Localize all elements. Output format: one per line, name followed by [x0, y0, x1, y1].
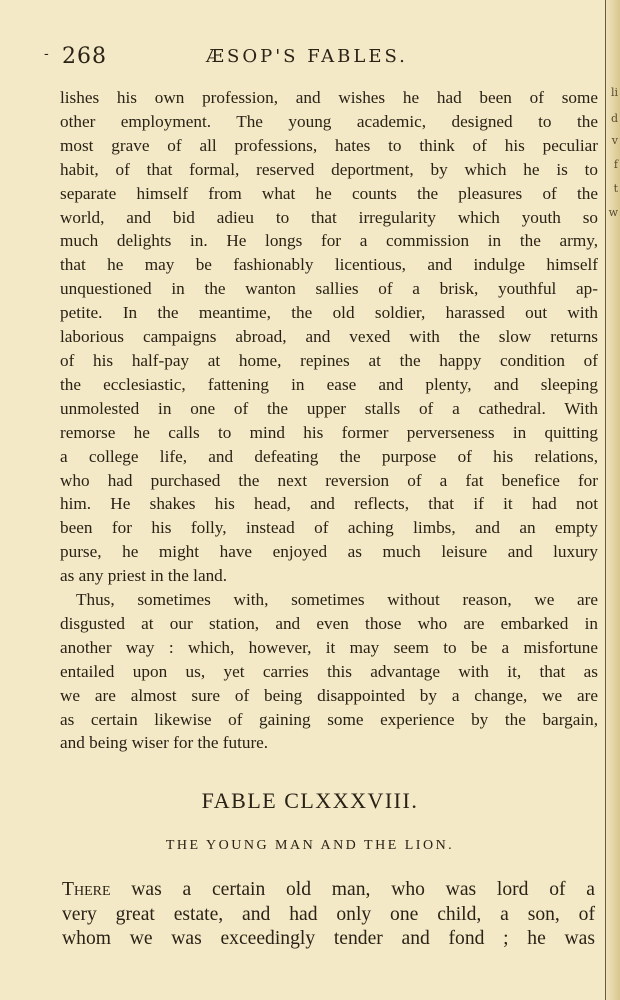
edge-mark: li	[610, 86, 618, 99]
text-line: habit, of that formal, reserved deportment, by which he is to	[60, 159, 598, 179]
text-line: separate himself from what he counts the pleasures of the	[60, 183, 598, 203]
text-line: world, and bid adieu to that irregularity which youth so	[60, 207, 598, 227]
text-line: that he may be fashionably licentious, and indulge himself	[60, 255, 598, 275]
page-header	[44, 44, 424, 74]
text-line: remorse he calls to mind his former perverseness in quitting	[60, 422, 598, 442]
text-line: we are almost sure of being disappointed by a change, we are	[60, 685, 598, 705]
text-line: petite. In the meantime, the old soldier, harassed out with	[60, 303, 598, 323]
edge-mark: f	[613, 158, 618, 171]
paragraph-moral-continued	[60, 86, 598, 588]
header-dash: -	[44, 46, 50, 62]
fable-opening-text	[62, 878, 595, 952]
fable-title: FABLE CLXXXVIII.	[201, 788, 419, 813]
text-line: lishes his own profession, and wishes he had been of some	[60, 88, 598, 107]
text-line	[62, 878, 595, 903]
fable-subtitle: THE YOUNG MAN AND THE LION.	[165, 838, 455, 853]
edge-mark: t	[613, 182, 618, 195]
edge-mark: v	[611, 134, 618, 147]
running-head: ÆSOP'S FABLES.	[206, 46, 408, 67]
edge-mark: d	[610, 112, 618, 125]
text-line: very great estate, and had only one child, a son, of	[62, 903, 595, 925]
text-line: purse, he might have enjoyed as much leisure and luxury	[60, 542, 598, 562]
text-line: most grave of all professions, hates to think of his peculiar	[60, 135, 598, 155]
text-fragment: was a certain old man, who was lord of a	[110, 879, 595, 900]
text-line: a college life, and defeating the purpose of his relations,	[60, 446, 598, 466]
text-line: laborious campaigns abroad, and vexed with the slow returns	[60, 327, 598, 347]
text-line: whom we was exceedingly tender and fond ; he was	[62, 928, 595, 949]
text-line: of his half-pay at home, repines at the happy condition of	[60, 350, 598, 370]
body-text	[60, 86, 598, 755]
text-line: entailed upon us, yet carries this advantage with it, that as	[60, 661, 598, 681]
page-number: 268	[62, 44, 107, 69]
text-line: unquestioned in the wanton sallies of a brisk, youthful ap-	[60, 279, 598, 299]
text-line: another way : which, however, it may seem to be a misfortune	[60, 637, 598, 657]
text-line: been for his folly, instead of aching limbs, and an empty	[60, 518, 598, 538]
edge-mark: w	[608, 206, 618, 219]
text-line: other employment. The young academic, designed to the	[60, 111, 598, 131]
text-line: him. He shakes his head, and reflects, that if it had not	[60, 494, 598, 514]
text-line: as any priest in the land.	[60, 566, 228, 586]
text-line: unmolested in one of the upper stalls of a cathedral. With	[60, 398, 598, 418]
text-line: Thus, sometimes with, sometimes without reason, we are	[76, 590, 598, 610]
text-line: who had purchased the next reversion of a fat benefice for	[60, 470, 598, 490]
text-line: as certain likewise of gaining some experience by the bargain,	[60, 709, 598, 729]
text-line: much delights in. He longs for a commission in the army,	[60, 231, 598, 251]
paragraph-application	[60, 588, 598, 755]
text-line: disgusted at our station, and even those who are embarked in	[60, 613, 598, 633]
text-line: and being wiser for the future.	[60, 733, 269, 753]
text-line: the ecclesiastic, fattening in ease and plenty, and sleeping	[60, 374, 598, 394]
opening-word: There	[62, 879, 111, 900]
